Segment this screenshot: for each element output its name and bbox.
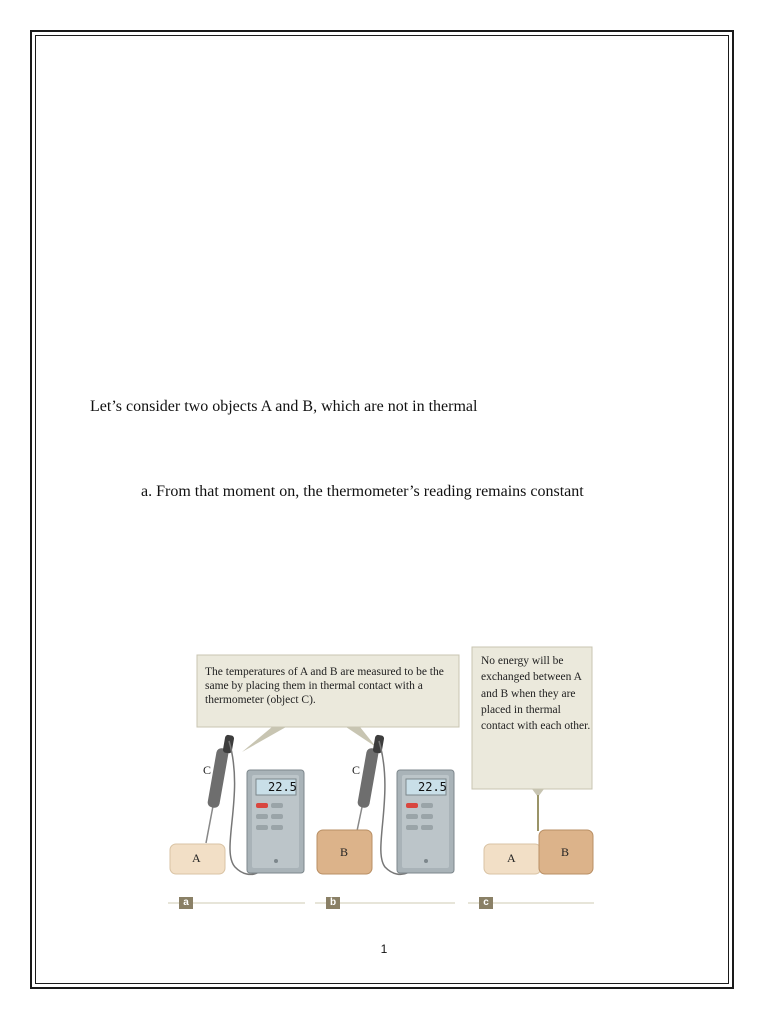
panel-tag-a: a <box>179 897 193 909</box>
paragraph-intro: Let’s consider two objects A and B, which are not in thermal <box>90 398 478 415</box>
object-a-label-c: A <box>507 851 516 865</box>
probe-label-a: C <box>203 763 212 777</box>
probe-label-b: C <box>352 763 361 777</box>
object-a-label: A <box>192 851 201 865</box>
callout-measure-text: The temperatures of A and B are measured to be the same by placing them in thermal contact with a thermometer (object C). <box>205 666 444 706</box>
page-number: 1 <box>380 942 388 956</box>
meter-display-b: 22.5 <box>418 780 447 794</box>
panel-tag-c: c <box>479 897 493 909</box>
callout-measure-pointer-left <box>242 727 286 752</box>
callout-measure-pointer-right <box>346 727 376 747</box>
probe-a <box>206 734 234 843</box>
callout-no-energy-text: No energy will be exchanged between A and B when they are placed in thermal contact with each other. <box>481 655 591 733</box>
meter-display-a: 22.5 <box>268 780 297 794</box>
object-b-label: B <box>340 845 349 859</box>
object-b-label-c: B <box>561 845 570 859</box>
paragraph-item-a: a. From that moment on, the thermometer’s reading remains constant <box>141 483 584 500</box>
panel-tag-b: b <box>326 897 340 909</box>
